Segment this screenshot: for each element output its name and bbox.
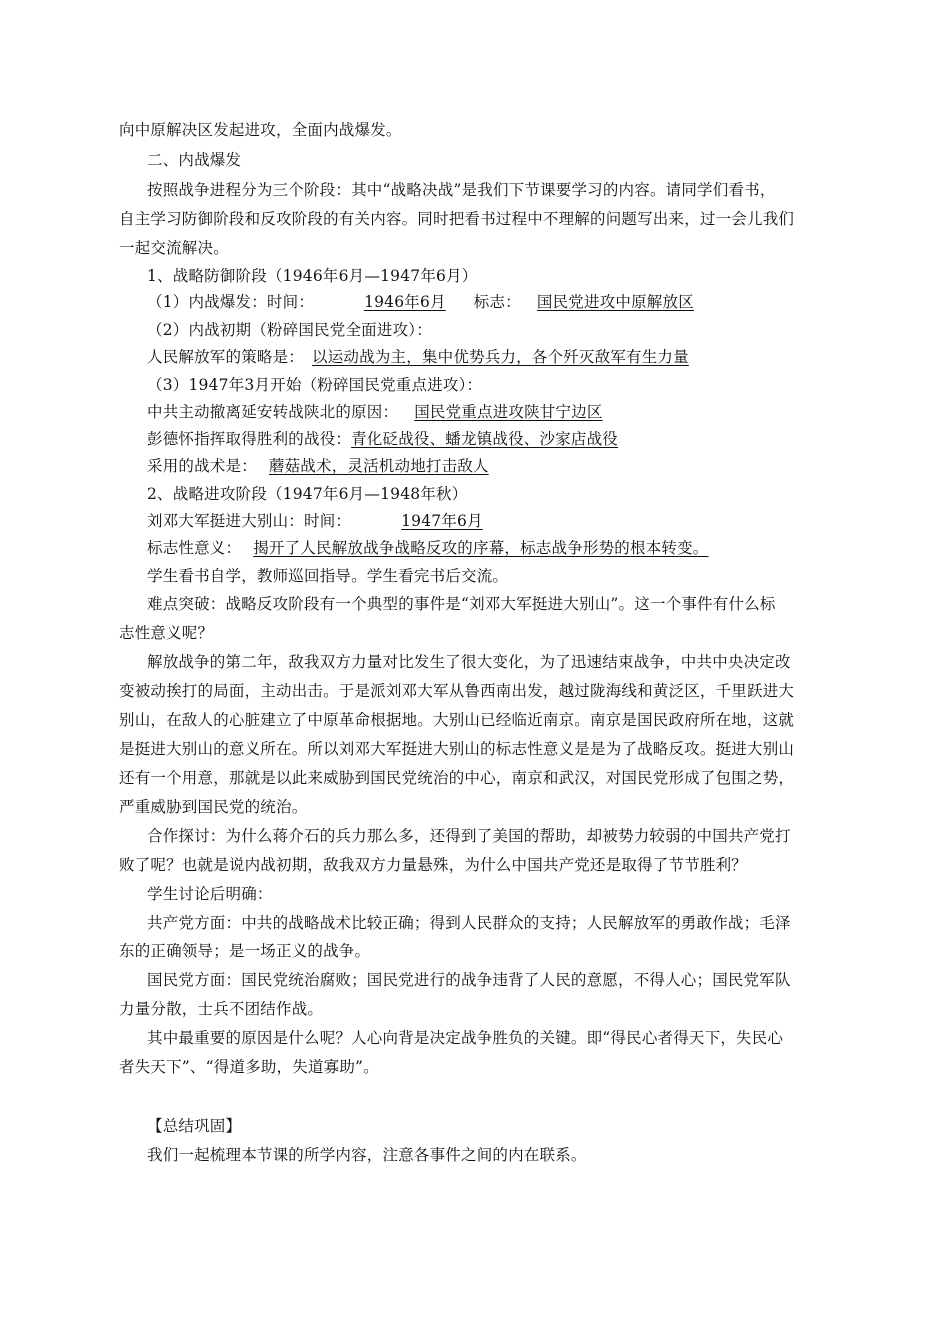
paragraph-line: 严重威胁到国民党的统治。 bbox=[119, 798, 308, 816]
fill-label: 标志性意义： bbox=[147, 539, 242, 557]
paragraph-line: 东的正确领导；是一场正义的战争。 bbox=[119, 942, 371, 960]
paragraph-line: 解放战争的第二年，敌我双方力量对比发生了很大变化，为了迅速结束战争，中共中央决定改 bbox=[147, 653, 791, 671]
paragraph-line: 败了呢？也就是说内战初期，敌我双方力量悬殊，为什么中国共产党还是取得了节节胜利？ bbox=[119, 856, 748, 874]
fill-answer: 1946年6月 bbox=[364, 293, 446, 311]
fill-label: 刘邓大军挺进大别山：时间： bbox=[147, 512, 352, 530]
paragraph-line: 是挺进大别山的意义所在。所以刘邓大军挺进大别山的标志性意义是是为了战略反攻。挺进大别山 bbox=[119, 740, 795, 758]
fill-answer: 国民党进攻中原解放区 bbox=[536, 293, 694, 311]
fill-label: 彭德怀指挥取得胜利的战役： bbox=[147, 430, 352, 448]
paragraph-line: 自主学习防御阶段和反攻阶段的有关内容。同时把看书过程中不理解的问题写出来，过一会儿我们 bbox=[119, 210, 795, 228]
fill-answer: 蘑菇战术，灵活机动地打击敌人 bbox=[268, 457, 489, 475]
paragraph-line: 还有一个用意，那就是以此来威胁到国民党统治的中心，南京和武汉，对国民党形成了包围之势， bbox=[119, 769, 795, 787]
fill-label: 标志： bbox=[473, 293, 521, 311]
fill-line: （3）1947年3月开始（粉碎国民党重点进攻）： bbox=[147, 376, 483, 394]
fill-answer: 1947年6月 bbox=[401, 512, 483, 530]
fill-answer: 青化砭战役、蟠龙镇战役、沙家店战役 bbox=[351, 430, 619, 448]
paragraph-line: 者失天下”、“得道多助，失道寡助”。 bbox=[119, 1058, 379, 1076]
paragraph-line: 一起交流解决。 bbox=[119, 239, 229, 257]
paragraph-line: 别山，在敌人的心脏建立了中原革命根据地。大别山已经临近南京。南京是国民政府所在地，这就 bbox=[119, 711, 795, 729]
fill-line: （2）内战初期（粉碎国民党全面进攻）： bbox=[147, 321, 432, 339]
fill-label: 中共主动撤离延安转战陕北的原因： bbox=[147, 403, 399, 421]
fill-line bbox=[147, 347, 689, 367]
paragraph-line: 共产党方面：中共的战略战术比较正确；得到人民群众的支持；人民解放军的勇敢作战；毛泽 bbox=[147, 914, 791, 932]
section-heading: 二、内战爆发 bbox=[147, 151, 242, 169]
paragraph-line: 学生看书自学，教师巡回指导。学生看完书后交流。 bbox=[147, 567, 509, 585]
fill-line bbox=[147, 511, 483, 531]
paragraph-line: 国民党方面：国民党统治腐败；国民党进行的战争违背了人民的意愿，不得人心；国民党军队 bbox=[147, 971, 791, 989]
paragraph-line: 其中最重要的原因是什么呢？人心向背是决定战争胜负的关键。即“得民心者得天下，失民心 bbox=[147, 1029, 784, 1047]
fill-line bbox=[147, 429, 618, 449]
paragraph-line: 按照战争进程分为三个阶段：其中“战略决战”是我们下节课要学习的内容。请同学们看书， bbox=[147, 181, 776, 199]
paragraph-line: 变被动挨打的局面，主动出击。于是派刘邓大军从鲁西南出发，越过陇海线和黄泛区，千里跃进大 bbox=[119, 682, 795, 700]
fill-line bbox=[147, 402, 603, 422]
fill-answer: 国民党重点进攻陕甘宁边区 bbox=[414, 403, 603, 421]
fill-answer: 以运动战为主，集中优势兵力，各个歼灭敌军有生力量 bbox=[312, 348, 689, 366]
summary-heading: 【总结巩固】 bbox=[147, 1117, 242, 1135]
paragraph-line: 学生讨论后明确： bbox=[147, 885, 273, 903]
subsection-heading: 2、战略进攻阶段（1947年6月—1948年秋） bbox=[147, 485, 468, 503]
fill-label: 采用的战术是： bbox=[147, 457, 257, 475]
fill-answer: 揭开了人民解放战争战略反攻的序幕，标志战争形势的根本转变。 bbox=[253, 539, 709, 557]
fill-line bbox=[147, 292, 694, 312]
fill-line bbox=[147, 456, 489, 476]
paragraph-line: 力量分散，士兵不团结作战。 bbox=[119, 1000, 324, 1018]
paragraph-line: 向中原解决区发起进攻，全面内战爆发。 bbox=[119, 121, 402, 139]
paragraph-line: 合作探讨：为什么蒋介石的兵力那么多，还得到了美国的帮助，却被势力较弱的中国共产党打 bbox=[147, 827, 791, 845]
summary-text: 我们一起梳理本节课的所学内容，注意各事件之间的内在联系。 bbox=[147, 1146, 587, 1164]
subsection-heading: 1、战略防御阶段（1946年6月—1947年6月） bbox=[147, 267, 478, 285]
fill-label: （1）内战爆发：时间： bbox=[147, 293, 315, 311]
paragraph-line: 志性意义呢？ bbox=[119, 624, 214, 642]
fill-label: 人民解放军的策略是： bbox=[147, 348, 305, 366]
fill-line bbox=[147, 538, 709, 558]
paragraph-line: 难点突破：战略反攻阶段有一个典型的事件是“刘邓大军挺进大别山”。这一个事件有什么标 bbox=[147, 595, 776, 613]
